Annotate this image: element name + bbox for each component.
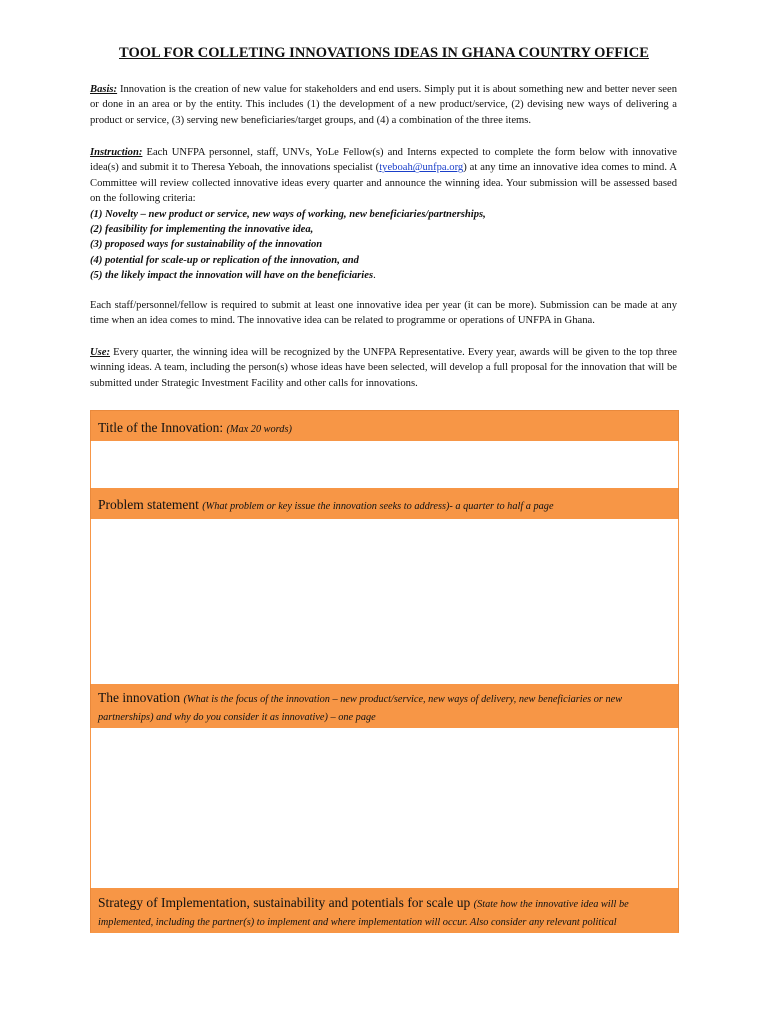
instruction-label: Instruction: xyxy=(90,147,143,158)
section-strategy-heading: Strategy of Implementation, sustainability and potentials for scale up xyxy=(98,895,474,910)
problem-input-area[interactable] xyxy=(90,519,679,684)
basis-label: Basis: xyxy=(90,84,118,95)
section-innovation-heading: The innovation xyxy=(98,690,184,705)
instruction-text-before: Each UNFPA personnel, staff, UNVs, YoLe Fellow(s) and Interns expected to complete the form below with innovative idea(s) and submit it to Theresa Yeboah, the innovations specialist ( xyxy=(90,147,677,174)
page-title: TOOL FOR COLLETING INNOVATIONS IDEAS IN GHANA COUNTRY OFFICE xyxy=(119,45,649,61)
submission-paragraph: Each staff/personnel/fellow is required to submit at least one innovative idea per year (it can be more). Submission can be made at any time when an idea comes to mind. The innovative idea can be related to programme or operations of UNFPA in Ghana. xyxy=(90,300,677,327)
section-title-header xyxy=(90,410,679,441)
section-innovation-header xyxy=(90,684,679,728)
criterion-2: (2) feasibility for implementing the innovative idea, xyxy=(90,224,314,236)
use-paragraph xyxy=(90,345,677,391)
use-label: Use: xyxy=(90,347,111,358)
section-title-note: (Max 20 words) xyxy=(226,424,292,435)
criterion-1: (1) Novelty – new product or service, new ways of working, new beneficiaries/partnerships, xyxy=(90,208,486,220)
instruction-paragraph xyxy=(90,145,677,284)
criterion-4: (4) potential for scale-up or replication of the innovation, and xyxy=(90,254,359,266)
criterion-5-text: (5) the likely impact the innovation will have on the beneficiaries xyxy=(90,270,374,282)
section-innovation-note: (What is the focus of the innovation – new product/service, new ways of delivery, new beneficiaries or new partnerships) and why do you consider it as innovative) – one page xyxy=(98,694,623,723)
criterion-5-period: . xyxy=(373,270,376,282)
section-strategy-header xyxy=(90,888,679,933)
email-link[interactable]: tyeboah@unfpa.org xyxy=(379,162,464,174)
innovation-form xyxy=(90,410,679,933)
section-problem-header xyxy=(90,488,679,519)
section-title-heading: Title of the Innovation: xyxy=(98,420,227,435)
title-input-area[interactable] xyxy=(90,441,679,488)
basis-paragraph xyxy=(90,82,677,128)
criterion-3: (3) proposed ways for sustainability of the innovation xyxy=(90,239,323,251)
innovation-input-area[interactable] xyxy=(90,728,679,888)
criterion-5 xyxy=(90,268,677,283)
section-problem-note: (What problem or key issue the innovation seeks to address)- a quarter to half a page xyxy=(202,501,554,512)
section-strategy-note: (State how the innovative idea will be implemented, including the partner(s) to implement and where implementation will occur. Also consider any relevant political xyxy=(98,899,629,928)
section-problem-heading: Problem statement xyxy=(98,497,203,512)
basis-text: Innovation is the creation of new value for stakeholders and end users. Simply put it is about something new and better never seen or done in an area or by the entity. This includes (1) the development of a new product/service, (2) devising new ways of delivering a product or service, (3) serving new beneficiaries/target groups, and (4) a combination of the three items. xyxy=(90,84,677,126)
instruction-text-after: ) at any time an innovative idea comes to mind. A Committee will review collected innovative ideas every quarter and announce the winning idea. Your submission will be assessed based on the following criteria: xyxy=(90,162,677,205)
use-text: Every quarter, the winning idea will be recognized by the UNFPA Representative. Every year, awards will be given to the top three winning ideas. A team, including the person(s) whose ideas have been selected, will develop a full proposal for the innovation that will be submitted under Strategic Investment Facility and other calls for innovations. xyxy=(90,347,677,389)
